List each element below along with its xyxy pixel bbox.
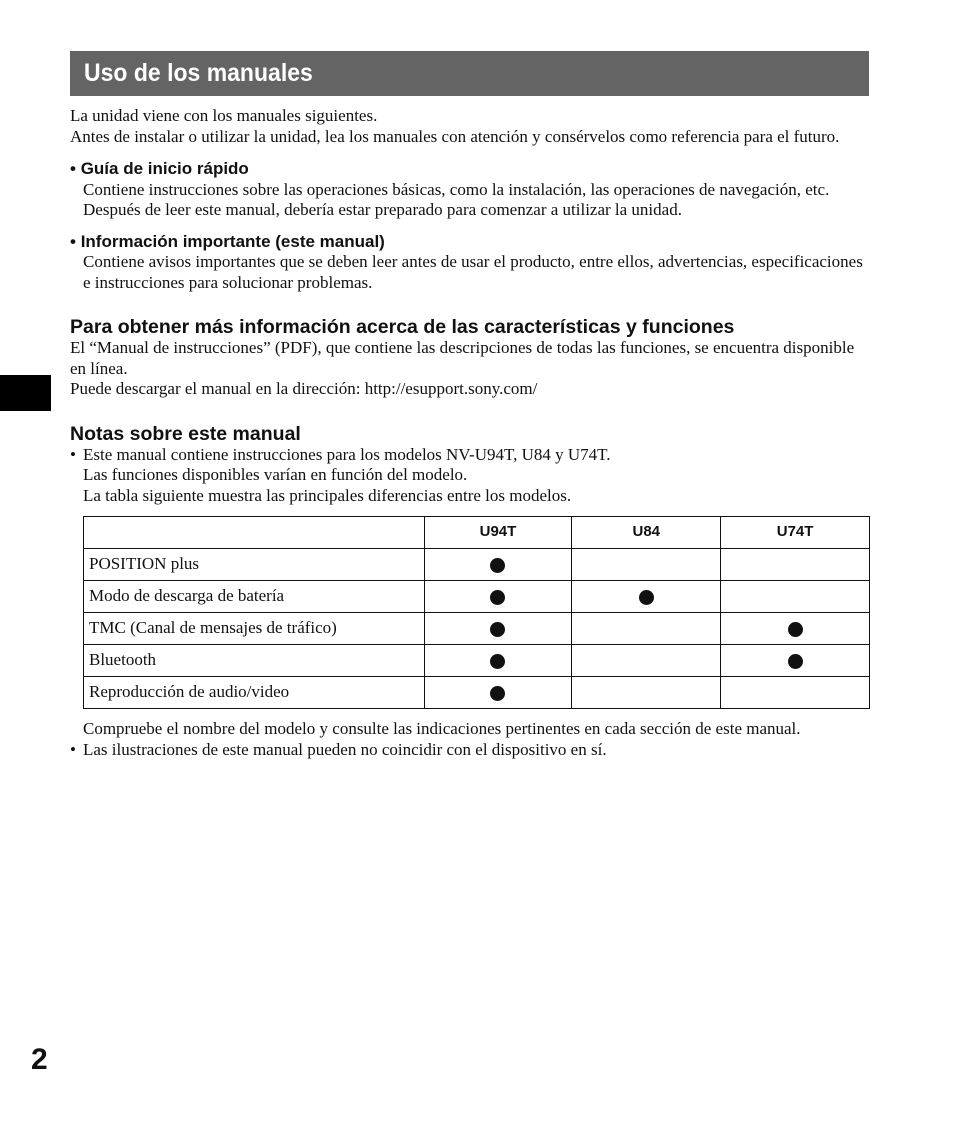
supported-dot-icon [490, 654, 505, 669]
page-number: 2 [31, 1043, 48, 1076]
feature-label: TMC (Canal de mensajes de tráfico) [84, 613, 425, 645]
support-cell-u74t [721, 677, 870, 709]
support-cell-u84 [572, 677, 721, 709]
manual-item-important-info [70, 232, 870, 294]
notes-line-2: Las funciones disponibles varían en función del modelo. [83, 465, 468, 484]
table-header-u94t: U94T [424, 517, 572, 549]
table-row [84, 613, 870, 645]
table-row [84, 677, 870, 709]
manual-description: Después de leer este manual, debería estar preparado para comenzar a utilizar la unidad. [83, 200, 682, 219]
bullet: • [70, 231, 76, 251]
feature-label: POSITION plus [84, 549, 425, 581]
supported-dot-icon [788, 622, 803, 637]
table-row [84, 645, 870, 677]
table-header-feature [84, 517, 425, 549]
notes-item-2 [70, 740, 870, 761]
feature-label: Reproducción de audio/video [84, 677, 425, 709]
support-cell-u74t [721, 549, 870, 581]
notes-line-3: La tabla siguiente muestra las principales diferencias entre los modelos. [83, 485, 572, 505]
bullet: • [70, 159, 76, 178]
table-header-u74t: U74T [721, 517, 870, 549]
manual-item-title [70, 232, 870, 253]
page-content [70, 106, 870, 760]
manual-description: Contiene instrucciones sobre las operaciones básicas, como la instalación, las operaciones de navegación, etc. [83, 179, 830, 199]
support-cell-u84 [572, 549, 721, 581]
table-header-row [84, 517, 870, 549]
supported-dot-icon [490, 686, 505, 701]
side-tab-marker [0, 375, 51, 411]
supported-dot-icon [490, 558, 505, 573]
support-cell-u74t [721, 581, 870, 613]
table-row [84, 549, 870, 581]
support-cell-u94t [424, 613, 572, 645]
notes-line-1: Este manual contiene instrucciones para los modelos NV-U94T, U84 y U74T. [83, 444, 611, 464]
support-cell-u84 [572, 645, 721, 677]
feature-label: Modo de descarga de batería [84, 581, 425, 613]
notes-after-table: Compruebe el nombre del modelo y consulte las indicaciones pertinentes en cada sección de este manual. [83, 719, 801, 738]
table-body [84, 549, 870, 709]
manual-item-quick-start [70, 159, 870, 221]
more-info-line-1: El “Manual de instrucciones” (PDF), que contiene las descripciones de todas las funciones, se encuentra disponible en línea. [70, 338, 855, 378]
intro-line-1: La unidad viene con los manuales siguientes. [70, 106, 378, 125]
notes-item-2-text: Las ilustraciones de este manual pueden no coincidir con el dispositivo en sí. [83, 739, 607, 759]
supported-dot-icon [490, 622, 505, 637]
support-cell-u74t [721, 645, 870, 677]
support-cell-u84 [572, 613, 721, 645]
more-info-heading: Para obtener más información acerca de las características y funciones [70, 316, 735, 338]
manual-item-title [70, 159, 870, 180]
supported-dot-icon [490, 590, 505, 605]
support-cell-u94t [424, 677, 572, 709]
supported-dot-icon [639, 590, 654, 605]
manual-title-quick-start: Guía de inicio rápido [80, 159, 249, 178]
table-row [84, 581, 870, 613]
manual-description: Contiene avisos importantes que se deben leer antes de usar el producto, entre ellos, advertencias, especificaciones e instrucciones para solucionar problemas. [83, 252, 863, 292]
notes-item-1 [70, 445, 870, 507]
page-title: Uso de los manuales [84, 59, 313, 87]
model-comparison-table [83, 516, 870, 709]
feature-label: Bluetooth [84, 645, 425, 677]
notes-heading: Notas sobre este manual [70, 422, 301, 445]
support-cell-u94t [424, 645, 572, 677]
support-cell-u94t [424, 581, 572, 613]
support-cell-u94t [424, 549, 572, 581]
manual-title-important-info: Información importante (este manual) [80, 231, 385, 251]
more-info-line-2: Puede descargar el manual en la dirección: http://esupport.sony.com/ [70, 379, 538, 398]
title-bar [70, 51, 869, 96]
support-cell-u84 [572, 581, 721, 613]
support-cell-u74t [721, 613, 870, 645]
supported-dot-icon [788, 654, 803, 669]
intro-line-2: Antes de instalar o utilizar la unidad, lea los manuales con atención y consérvelos como referencia para el futuro. [70, 126, 840, 146]
bullet: • [70, 444, 76, 464]
bullet: • [70, 739, 76, 759]
table-header-u84: U84 [572, 517, 721, 549]
